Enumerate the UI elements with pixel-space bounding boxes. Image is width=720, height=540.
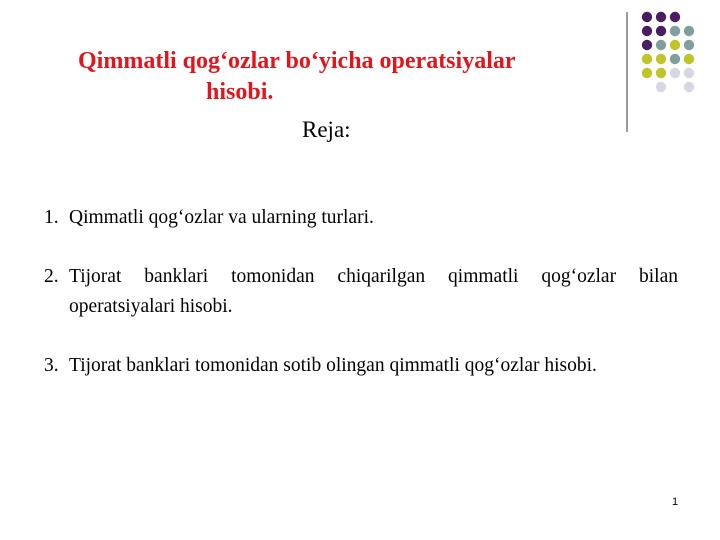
decorative-dot	[642, 68, 652, 78]
title-line-1: Qimmatli qog‘ozlar bo‘yicha operatsiyalar	[78, 48, 516, 74]
plan-item-3	[44, 351, 678, 381]
decorative-dot	[684, 82, 694, 92]
decorative-divider	[626, 12, 628, 132]
decorative-dot	[656, 26, 666, 36]
title-line-2: hisobi.	[206, 79, 274, 105]
decorative-dot	[656, 68, 666, 78]
decorative-dot	[656, 54, 666, 64]
decorative-dot	[642, 40, 652, 50]
decorative-dot	[684, 54, 694, 64]
plan-item-number: 2.	[44, 266, 59, 287]
decorative-dot	[642, 26, 652, 36]
decorative-dot	[684, 68, 694, 78]
decorative-dot	[684, 40, 694, 50]
plan-item-text: Tijorat banklari tomonidan sotib olingan qimmatli qog‘ozlar hisobi.	[69, 355, 597, 376]
decorative-dot	[642, 54, 652, 64]
decorative-dot	[670, 26, 680, 36]
plan-item-number: 1.	[44, 207, 59, 228]
plan-item-2	[44, 262, 678, 322]
decorative-dot	[656, 12, 666, 22]
decorative-dot	[684, 26, 694, 36]
decorative-dot	[656, 82, 666, 92]
plan-item-text: Qimmatli qog‘ozlar va ularning turlari.	[69, 207, 374, 228]
decorative-dot	[642, 12, 652, 22]
decorative-dot	[670, 54, 680, 64]
decorative-dot	[670, 40, 680, 50]
page-number: 1	[672, 496, 679, 508]
decorative-dot	[656, 40, 666, 50]
slide-title	[78, 46, 598, 108]
plan-heading: Reja:	[302, 117, 351, 142]
decorative-dot	[670, 68, 680, 78]
plan-list	[44, 203, 678, 381]
decorative-dot	[670, 12, 680, 22]
plan-item-text: Tijorat banklari tomonidan chiqarilgan qimmatli qog‘ozlar bilan operatsiyalari hisobi.	[69, 266, 678, 317]
decorative-dot-grid	[640, 10, 720, 120]
plan-item-number: 3.	[44, 355, 59, 376]
plan-item-1	[44, 203, 678, 233]
